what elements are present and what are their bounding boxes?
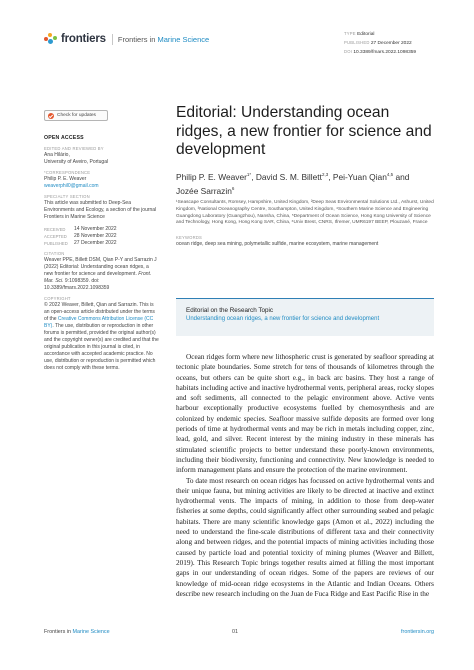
type-value: Editorial xyxy=(357,32,375,37)
frontiers-logo[interactable] xyxy=(44,33,209,45)
edited-by-label: EDITED AND REVIEWED BY xyxy=(44,146,104,152)
footer-journal-name: Marine Science xyxy=(72,629,110,635)
check-updates-icon xyxy=(48,113,54,119)
article-header xyxy=(176,104,434,247)
brand-name: frontiers xyxy=(61,33,106,45)
author-sarrazin-sup: 6 xyxy=(231,185,235,191)
keywords: ocean ridge, deep sea mining, polymetallic sulfide, marine ecosystem, marine management xyxy=(176,240,379,247)
journal-name[interactable] xyxy=(118,35,209,44)
footer-journal-prefix: Frontiers in xyxy=(44,629,73,635)
type-label: TYPE xyxy=(344,31,356,36)
copyright-body-end: . The use, distribution or reproduction in other forums is permitted, provided the original author(s) and the copyright owner(s) are credited and that the original publication in this journal is cited, in accordance with accepted academic practice. No use, distribution or reproduction is permitted which does not comply with these terms. xyxy=(44,323,159,372)
page-header xyxy=(0,0,474,80)
research-topic-box xyxy=(176,298,434,336)
article-title: Editorial: Understanding ocean ridges, a new frontier for science and development xyxy=(176,104,432,159)
correspondence-name: Philip P. E. Weaver xyxy=(44,176,87,183)
body-paragraph-1: Ocean ridges form where new lithospheric crust is generated by seafloor spreading at tectonic plate boundaries. Some stretch for tens of thousands of kilometres through the oceans, but others can be quite short e.g., in back arc basins. They host a range of habitats including active and inactive hydrothermal vents, peripheral areas, rocky slopes and soft sediments, all connected to the pelagic environment above. Active vents harbour exceptionally productive ecosystems fuelled by chemosynthesis and are colonized by endemic species. Seafloor massive sulfide deposits are formed over long periods of time at hydrothermal vents and may be rich in metals including copper, zinc, lead, gold, and silver. Recent interest by the mining industry in these minerals has stimulated scientific projects to better understand these poorly-known environments, including their biodiversity, functioning and connectivity. New knowledge is needed to inform management plans and ensure the protection of the marine environment. xyxy=(176,353,434,475)
page-number: 01 xyxy=(232,629,238,635)
body-paragraph-2: To date most research on ocean ridges has focussed on active hydrothermal vents and their unique fauna, but mining activities are likely to be directed at inactive and extinct hydrothermal vents. The impacts of mining, in addition to those from deep-water fisheries at some depths, could significantly affect other surrounding seabed and pelagic habitats. There are many scientific knowledge gaps (Amon et al., 2022) including the need to understand the fine-scale distributions of different taxa and their connectivity along and between ridges, and the potential impacts of mining activities including those caused by particle load and potential toxicity of mining plumes (Weaver and Billett, 2019). This Research Topic brings together results aimed at filling the most important gaps in our understanding of ocean ridges. Some of the papers are reviews of our knowledge of mid-ocean ridge ecosystems in the Atlantic and Indian Oceans. Others describe new research including on the Juan de Fuca Ridge and East Pacific Rise in the xyxy=(176,476,434,598)
author-billett[interactable]: David S. M. Billett xyxy=(255,171,322,182)
copyright-body-start: © 2022 Weaver, Billett, Qian and Sarrazin. This is an open-access article distributed under the terms of the xyxy=(44,302,155,323)
check-for-updates-button[interactable] xyxy=(44,110,108,121)
check-updates-label: Check for updates xyxy=(57,112,96,118)
sidebar-published-value: 27 December 2022 xyxy=(74,240,117,247)
received-value: 14 November 2022 xyxy=(74,226,117,233)
journal-title: Marine Science xyxy=(157,34,210,44)
affiliations: ¹Seascape Consultants, Romsey, Hampshire, United Kingdom, ²Deep Seas Environmental Solutions Ltd., Ashurst, United Kingdom, ³National Oceanography Centre, Southampton, United Kingdom, ⁴Southern Marine Science and Engineering Guangdong Laboratory (Guangzhou), Nansha, China, ⁵Department of Ocean Science, Hong Kong University of Science and Technology, Hong Kong, Hong Kong SAR, China, ⁶Univ Brest, CNRS, Ifremer, UMR6197 BEEP, Plouzané, France xyxy=(176,200,434,226)
article-dates xyxy=(44,226,159,247)
footer-journal[interactable] xyxy=(44,629,110,635)
specialty-section-text: This article was submitted to Deep-Sea Environments and Ecology, a section of the journal Frontiers in Marine Science xyxy=(44,200,157,221)
correspondence-label: *CORRESPONDENCE xyxy=(44,170,91,176)
footer-site-link[interactable]: frontiersin.org xyxy=(401,629,434,635)
author-sarrazin[interactable]: and Jozée Sarrazin xyxy=(176,171,410,196)
received-label: RECEIVED xyxy=(44,227,66,233)
citation-journal: Front. Mar. Sci. xyxy=(44,271,152,285)
cc-by-license-link[interactable]: Creative Commons Attribution License (CC BY) xyxy=(44,316,154,330)
citation-volume: 9:1098359. xyxy=(63,278,90,285)
author-qian[interactable]: Pei-Yuan Qian xyxy=(332,171,387,182)
citation-label: CITATION xyxy=(44,251,65,257)
author-weaver-sup: 1* xyxy=(246,171,252,177)
doi-label: DOI xyxy=(344,49,353,54)
doi-value[interactable]: 10.3389/fmars.2022.1098359 xyxy=(353,50,417,55)
keywords-label: KEYWORDS xyxy=(176,234,203,240)
copyright-text xyxy=(44,302,159,372)
research-topic-link[interactable]: Understanding ocean ridges, a new frontier for science and development xyxy=(186,316,380,322)
citation-doi[interactable]: doi: 10.3389/fmars.2022.1098359 xyxy=(44,278,110,292)
open-access-label: OPEN ACCESS xyxy=(44,135,84,141)
editor-name: Ana Hilário, xyxy=(44,152,70,159)
research-topic-heading: Editorial on the Research Topic xyxy=(186,307,274,314)
accepted-value: 28 November 2022 xyxy=(74,233,117,240)
frontiers-logo-icon xyxy=(44,33,58,45)
author-list: Philip P. E. Weaver$^{1*}$, David S. M. Billett$^{2,3}$, Pei-Yuan Qian$^{4,5}$ and Jozée Sarrazin$^6$ xyxy=(176,171,410,196)
sidebar xyxy=(44,110,159,372)
published-label: PUBLISHED xyxy=(344,40,370,45)
sidebar-published-label: PUBLISHED xyxy=(44,241,68,247)
published-value: 27 December 2022 xyxy=(370,41,412,46)
author-billett-sup: 2,3 xyxy=(321,171,329,177)
article-meta xyxy=(344,30,416,57)
article-body xyxy=(176,352,434,599)
copyright-label: COPYRIGHT xyxy=(44,296,71,302)
editor-affiliation: University of Aveiro, Portugal xyxy=(44,159,109,166)
specialty-section-label: SPECIALTY SECTION xyxy=(44,194,90,200)
citation-body: Weaver PPE, Billett DSM, Qian P-Y and Sarrazin J (2022) Editorial: Understanding ocean ridges, a new frontier for science and development. xyxy=(44,257,157,278)
logo-divider xyxy=(112,34,113,45)
journal-prefix: Frontiers in xyxy=(117,34,158,44)
accepted-label: ACCEPTED xyxy=(44,234,67,240)
correspondence-email[interactable]: weaverphil0@gmail.com xyxy=(44,183,99,190)
citation-text xyxy=(44,257,159,292)
author-qian-sup: 4,5 xyxy=(386,171,394,177)
author-weaver[interactable]: Philip P. E. Weaver xyxy=(176,171,247,182)
